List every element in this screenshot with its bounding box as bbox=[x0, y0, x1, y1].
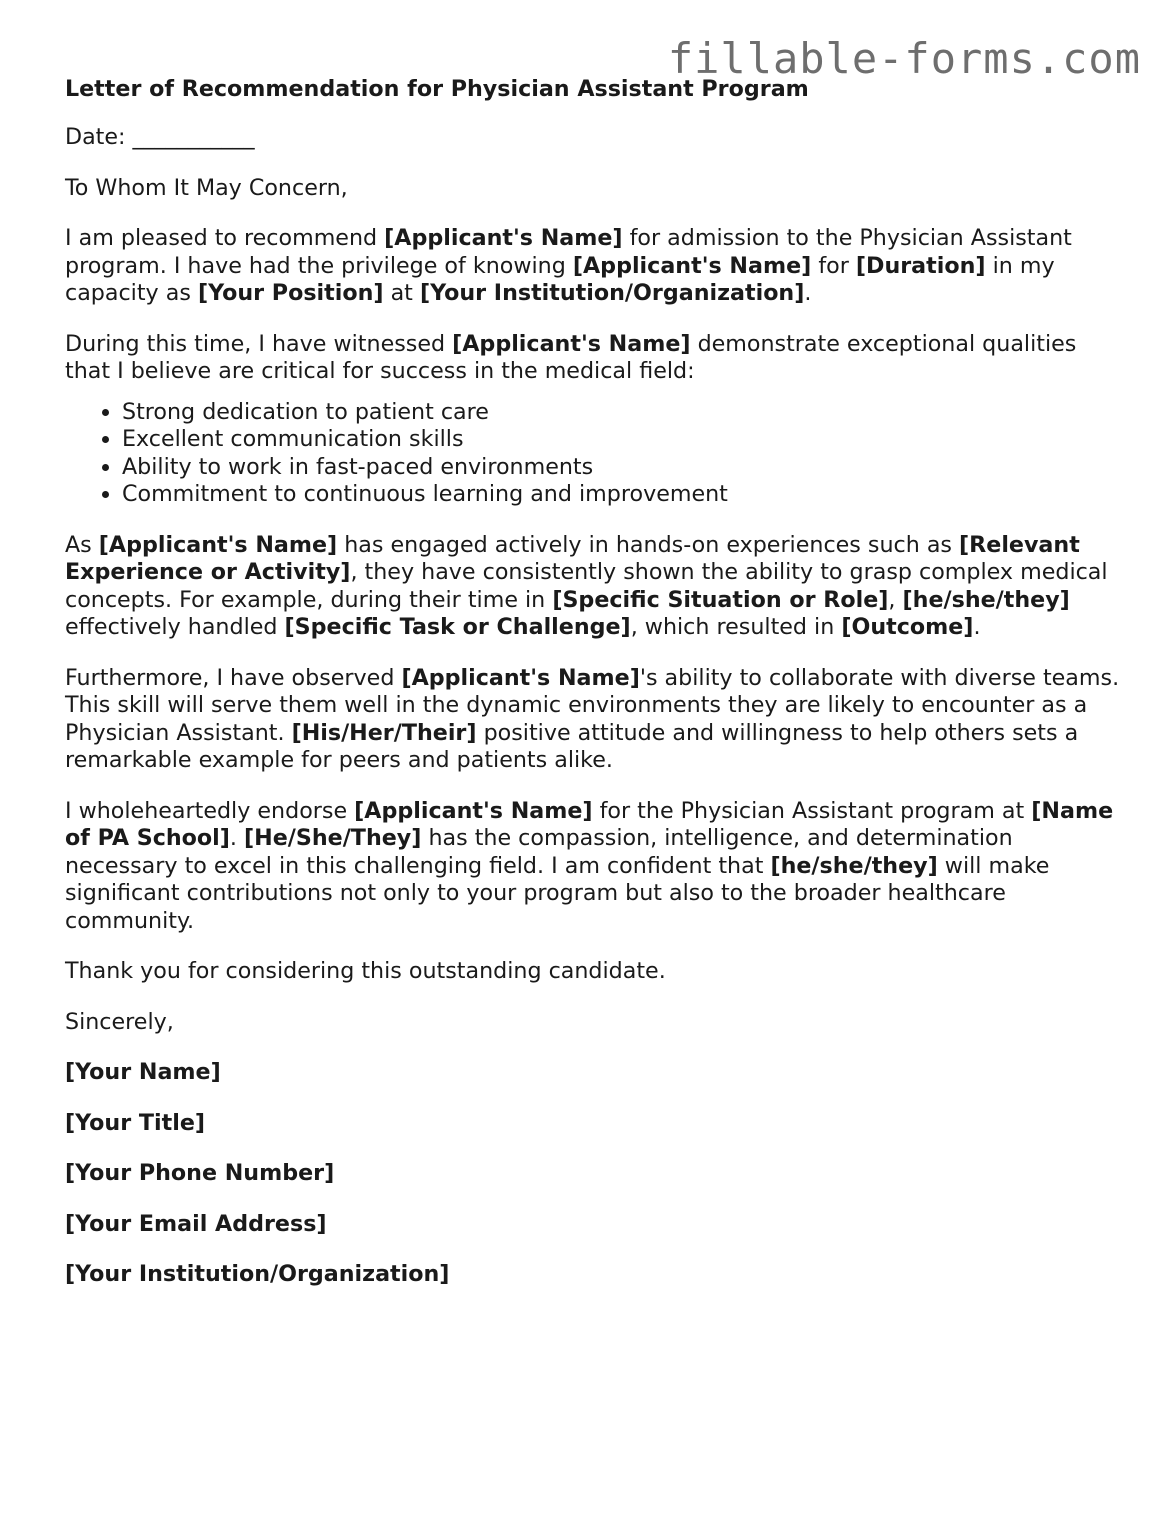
paragraph-qualities-intro: During this time, I have witnessed [Applicant's Name] demonstrate exceptional qualities that I believe are critical for success in the medical field: bbox=[65, 330, 1077, 384]
paragraph-collaboration: Furthermore, I have observed [Applicant's Name]'s ability to collaborate with diverse teams. This skill will serve them well in the dynamic environments they are likely to encounter as a Physician Assistant. [His/Her/Their] positive attitude and willingness to help others sets a remarkable example for peers and patients alike. bbox=[65, 664, 1120, 773]
date-line: Date: ___________ bbox=[65, 124, 255, 150]
placeholder-applicant-name: [Applicant's Name] bbox=[384, 225, 623, 251]
placeholder-applicant-name: [Applicant's Name] bbox=[452, 330, 691, 357]
placeholder-specific-situation: [Specific Situation or Role] bbox=[552, 586, 889, 613]
qualities-list bbox=[65, 399, 1125, 509]
list-item: • Strong dedication to patient care bbox=[122, 399, 1125, 427]
list-item: • Excellent communication skills bbox=[122, 426, 1125, 454]
placeholder-pronoun: [he/she/they] bbox=[770, 852, 938, 879]
letter-page bbox=[65, 74, 1125, 1312]
placeholder-applicant-name: [Applicant's Name] bbox=[98, 531, 338, 558]
signature-name: [Your Name] bbox=[65, 1059, 221, 1085]
signature-email: [Your Email Address] bbox=[65, 1210, 327, 1237]
signature-institution: [Your Institution/Organization] bbox=[65, 1261, 450, 1287]
salutation: To Whom It May Concern, bbox=[65, 174, 348, 201]
placeholder-possessive-pronoun: [His/Her/Their] bbox=[291, 719, 477, 746]
paragraph-experience: As [Applicant's Name] has engaged actively in hands-on experiences such as [Relevant Experience or Activity], they have consistently shown the ability to grasp complex medical concepts. For example, during their time in [Specific Situation or Role], [he/she/they] effectively handled [Specific Task or Challenge], which resulted in [Outcome]. bbox=[65, 531, 1108, 640]
paragraph-endorsement: I wholeheartedly endorse [Applicant's Name] for the Physician Assistant program at [Name of PA School]. [He/She/They] has the compassion, intelligence, and determination necessary to excel in this challenging field. I am confident that [he/she/they] will make significant contributions not only to your program but also to the broader healthcare community. bbox=[65, 797, 1114, 934]
thanks-line: Thank you for considering this outstanding candidate. bbox=[65, 958, 666, 984]
letter-title: Letter of Recommendation for Physician Assistant Program bbox=[65, 76, 809, 102]
placeholder-duration: [Duration] bbox=[855, 252, 986, 279]
list-item: • Ability to work in fast-paced environments bbox=[122, 454, 1125, 482]
closing: Sincerely, bbox=[65, 1008, 174, 1035]
placeholder-pa-school: [Name of PA School] bbox=[65, 797, 1114, 851]
placeholder-relevant-experience: [Relevant Experience or Activity] bbox=[65, 531, 1080, 585]
placeholder-applicant-name: [Applicant's Name] bbox=[401, 664, 640, 691]
placeholder-pronoun: [He/She/They] bbox=[244, 825, 422, 851]
placeholder-applicant-name: [Applicant's Name] bbox=[572, 252, 812, 279]
placeholder-your-position: [Your Position] bbox=[197, 280, 384, 306]
placeholder-pronoun: [he/she/they] bbox=[902, 586, 1070, 613]
watermark: fillable-forms.com bbox=[667, 34, 1141, 83]
placeholder-applicant-name: [Applicant's Name] bbox=[354, 797, 593, 824]
list-item: • Commitment to continuous learning and improvement bbox=[122, 481, 1125, 509]
signature-title: [Your Title] bbox=[65, 1109, 206, 1136]
signature-phone: [Your Phone Number] bbox=[65, 1160, 335, 1186]
paragraph-intro: I am pleased to recommend [Applicant's Name] for admission to the Physician Assistant program. I have had the privilege of knowing [Applicant's Name] for [Duration] in my capacity as [Your Position] at [Your Institution/Organization]. bbox=[65, 225, 1072, 306]
placeholder-specific-task: [Specific Task or Challenge] bbox=[284, 614, 631, 640]
placeholder-institution: [Your Institution/Organization] bbox=[419, 280, 805, 306]
placeholder-outcome: [Outcome] bbox=[841, 614, 974, 640]
